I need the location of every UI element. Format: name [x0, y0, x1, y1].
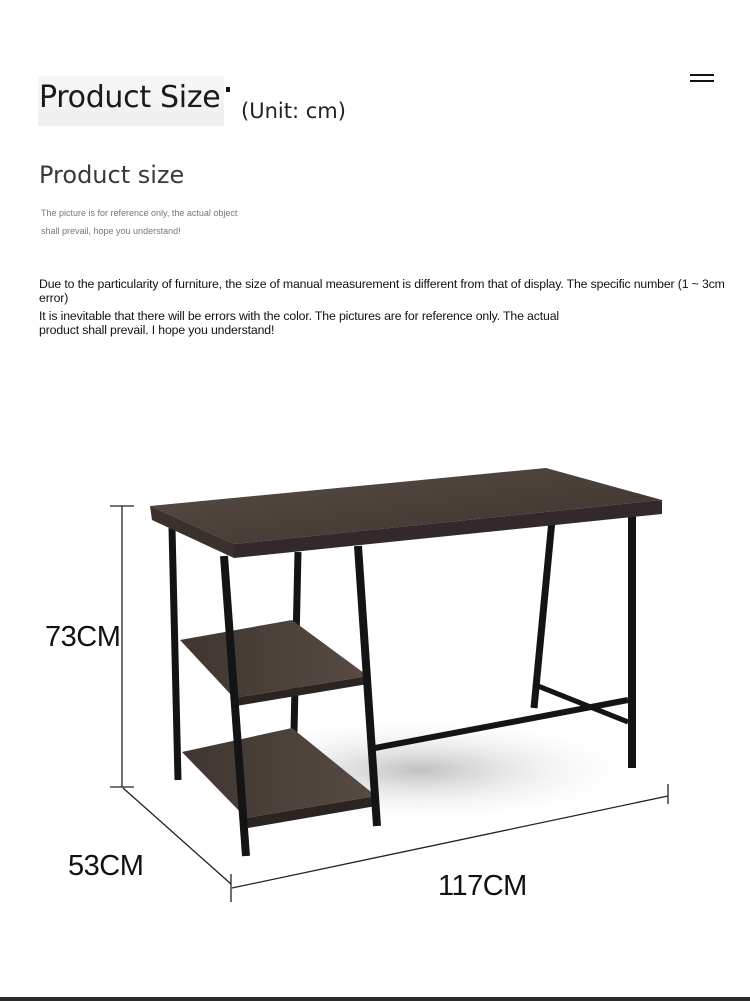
desk-leg-left-outer: [172, 528, 178, 780]
desk-leg-back-right: [534, 520, 552, 708]
title-dot: [226, 87, 230, 92]
desk-leg-front-left: [224, 556, 246, 856]
section-subtitle: Product size: [39, 161, 185, 189]
menu-line: [690, 74, 714, 76]
depth-dimension-label: 53CM: [68, 850, 144, 882]
unit-label: (Unit: cm): [241, 99, 346, 123]
page-title: Product Size: [39, 80, 221, 115]
height-dimension-label: 73CM: [45, 621, 121, 653]
reference-note-line2: shall prevail, hope you understand!: [41, 226, 181, 236]
bottom-divider: [0, 997, 750, 1001]
menu-line: [690, 80, 714, 82]
measurement-notice: Due to the particularity of furniture, the size of manual measurement is different from that of display. The specific number (1 ~ 3cm error): [39, 277, 725, 305]
desk-illustration: [0, 440, 750, 920]
reference-note-line1: The picture is for reference only, the actual object: [41, 208, 238, 218]
hamburger-menu-icon[interactable]: [690, 72, 716, 86]
color-notice: It is inevitable that there will be errors with the color. The pictures are for reference only. The actual product shall prevail. I hope you understand!: [39, 309, 559, 337]
width-dimension-label: 117CM: [438, 870, 527, 902]
